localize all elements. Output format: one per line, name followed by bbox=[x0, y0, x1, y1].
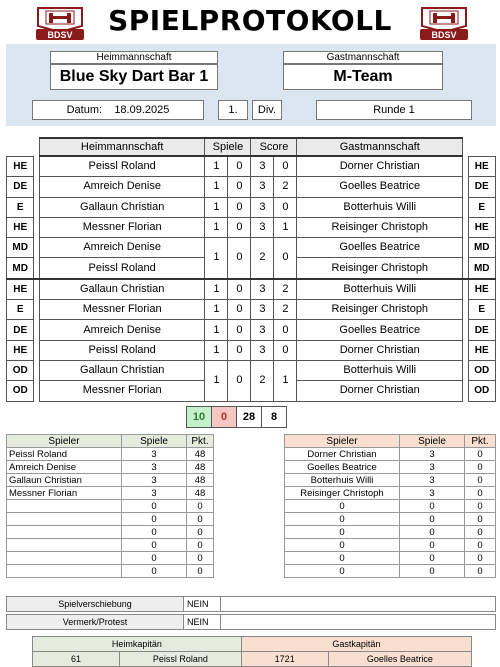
guest-player: Botterhuis Willi bbox=[297, 197, 463, 217]
stats-row bbox=[285, 513, 496, 526]
stats-games: 0 bbox=[122, 552, 187, 565]
stats-player bbox=[7, 539, 122, 552]
score-home: 3 bbox=[251, 320, 274, 340]
stats-points: 0 bbox=[187, 552, 214, 565]
stats-player: 0 bbox=[285, 500, 400, 513]
stats-row bbox=[285, 461, 496, 474]
match-type-guest: MD bbox=[468, 238, 496, 258]
spiele-home: 1 bbox=[205, 360, 228, 401]
score-guest: 0 bbox=[274, 156, 297, 177]
spiele-guest: 0 bbox=[228, 360, 251, 401]
stats-player: 0 bbox=[285, 526, 400, 539]
guest-player: Dorner Christian bbox=[297, 156, 463, 177]
score-guest: 2 bbox=[274, 300, 297, 320]
stats-points: 0 bbox=[465, 448, 496, 461]
stats-row bbox=[285, 448, 496, 461]
guest-player: Goelles Beatrice bbox=[297, 238, 463, 258]
spiele-guest: 0 bbox=[228, 279, 251, 300]
score-home: 3 bbox=[251, 217, 274, 237]
stats-games: 3 bbox=[400, 461, 465, 474]
match-type-home: MD bbox=[7, 238, 34, 258]
match-type-guest: HE bbox=[468, 156, 496, 177]
guest-stats-table bbox=[284, 434, 496, 578]
stats-row bbox=[285, 565, 496, 578]
stats-points: 0 bbox=[187, 565, 214, 578]
match-header-row bbox=[7, 138, 496, 156]
stats-points: 0 bbox=[465, 526, 496, 539]
match-type-home: DE bbox=[7, 177, 34, 197]
stats-points: 0 bbox=[465, 513, 496, 526]
score-guest: 1 bbox=[274, 217, 297, 237]
stats-games: 0 bbox=[400, 565, 465, 578]
guest-team-name: M-Team bbox=[283, 64, 443, 90]
guest-player: Dorner Christian bbox=[297, 381, 463, 401]
match-row bbox=[7, 238, 496, 258]
match-row bbox=[7, 300, 496, 320]
match-type-home: OD bbox=[7, 360, 34, 380]
verschiebung-notes bbox=[221, 597, 496, 612]
match-row bbox=[7, 340, 496, 360]
logo-text: BDSV bbox=[431, 30, 457, 40]
guest-player: Reisinger Christoph bbox=[297, 258, 463, 279]
match-type-guest: E bbox=[468, 197, 496, 217]
stats-player bbox=[7, 565, 122, 578]
match-type-home: MD bbox=[7, 258, 34, 279]
home-captain-number: 61 bbox=[33, 652, 120, 667]
spiele-home: 1 bbox=[205, 238, 228, 279]
date-label: Datum: bbox=[66, 104, 103, 116]
spiele-guest: 0 bbox=[228, 320, 251, 340]
stats-games: 3 bbox=[400, 487, 465, 500]
match-row bbox=[7, 360, 496, 380]
stats-player: Amreich Denise bbox=[7, 461, 122, 474]
round-label: Runde 1 bbox=[316, 100, 472, 120]
date-box bbox=[32, 100, 204, 120]
guest-player: Dorner Christian bbox=[297, 340, 463, 360]
home-player: Gallaun Christian bbox=[39, 279, 205, 300]
home-player: Peissl Roland bbox=[39, 258, 205, 279]
guest-player: Reisinger Christoph bbox=[297, 300, 463, 320]
guest-captain-name: Goelles Beatrice bbox=[328, 652, 471, 667]
stats-games: 0 bbox=[400, 539, 465, 552]
stats-player: 0 bbox=[285, 552, 400, 565]
match-type-guest: HE bbox=[468, 217, 496, 237]
stats-row bbox=[285, 487, 496, 500]
score-guest: 0 bbox=[274, 238, 297, 279]
spiele-guest: 0 bbox=[228, 238, 251, 279]
stats-points: 48 bbox=[187, 487, 214, 500]
home-player: Messner Florian bbox=[39, 381, 205, 401]
stats-row bbox=[7, 500, 214, 513]
score-home: 2 bbox=[251, 360, 274, 401]
stats-row bbox=[7, 526, 214, 539]
score-home: 3 bbox=[251, 279, 274, 300]
spiele-guest: 0 bbox=[228, 300, 251, 320]
match-type-home: DE bbox=[7, 320, 34, 340]
stats-games: 3 bbox=[122, 461, 187, 474]
score-guest: 2 bbox=[274, 279, 297, 300]
guest-stats-col-pkt: Pkt. bbox=[465, 435, 496, 448]
total-score-guest: 8 bbox=[262, 407, 287, 428]
score-guest: 1 bbox=[274, 360, 297, 401]
stats-points: 0 bbox=[465, 474, 496, 487]
stats-player: 0 bbox=[285, 513, 400, 526]
score-home: 2 bbox=[251, 238, 274, 279]
spiele-guest: 0 bbox=[228, 217, 251, 237]
match-type-guest: OD bbox=[468, 360, 496, 380]
total-spiele-guest: 0 bbox=[212, 407, 237, 428]
stats-row bbox=[7, 487, 214, 500]
verschiebung-value: NEIN bbox=[184, 597, 221, 612]
guest-captain-number: 1721 bbox=[241, 652, 328, 667]
match-table bbox=[6, 137, 496, 402]
score-home: 3 bbox=[251, 177, 274, 197]
spiele-home: 1 bbox=[205, 340, 228, 360]
score-guest: 0 bbox=[274, 320, 297, 340]
verschiebung-row bbox=[6, 596, 496, 612]
protest-row bbox=[6, 614, 496, 630]
home-player: Peissl Roland bbox=[39, 340, 205, 360]
home-player: Amreich Denise bbox=[39, 177, 205, 197]
match-row bbox=[7, 197, 496, 217]
total-spiele-home: 10 bbox=[187, 407, 212, 428]
stats-points: 0 bbox=[465, 461, 496, 474]
home-player: Amreich Denise bbox=[39, 320, 205, 340]
guest-stats-col-spiele: Spiele bbox=[400, 435, 465, 448]
stats-games: 3 bbox=[122, 448, 187, 461]
match-row bbox=[7, 279, 496, 300]
match-type-guest: HE bbox=[468, 279, 496, 300]
home-stats-body bbox=[7, 448, 214, 578]
header-spacer bbox=[7, 138, 34, 156]
protest-label: Vermerk/Protest bbox=[7, 615, 184, 630]
guest-stats-body bbox=[285, 448, 496, 578]
page-title: SPIELPROTOKOLL bbox=[108, 4, 392, 37]
spiele-home: 1 bbox=[205, 156, 228, 177]
stats-points: 0 bbox=[187, 526, 214, 539]
spiele-home: 1 bbox=[205, 197, 228, 217]
match-row bbox=[7, 320, 496, 340]
score-home: 3 bbox=[251, 300, 274, 320]
match-type-guest: DE bbox=[468, 320, 496, 340]
stats-player: 0 bbox=[285, 565, 400, 578]
stats-points: 48 bbox=[187, 474, 214, 487]
match-type-home: HE bbox=[7, 217, 34, 237]
stats-row bbox=[285, 552, 496, 565]
stats-player bbox=[7, 552, 122, 565]
stats-points: 0 bbox=[465, 487, 496, 500]
stats-games: 0 bbox=[122, 565, 187, 578]
home-team-label: Heimmannschaft bbox=[50, 51, 218, 64]
spiele-guest: 0 bbox=[228, 177, 251, 197]
match-row bbox=[7, 156, 496, 177]
total-score-home: 28 bbox=[237, 407, 262, 428]
home-stats-col-spiele: Spiele bbox=[122, 435, 187, 448]
home-player: Gallaun Christian bbox=[39, 197, 205, 217]
stats-player: 0 bbox=[285, 539, 400, 552]
home-stats-col-spieler: Spieler bbox=[7, 435, 122, 448]
stats-games: 0 bbox=[400, 500, 465, 513]
guest-captain-label: Gastkapitän bbox=[241, 637, 471, 652]
home-stats-col-pkt: Pkt. bbox=[187, 435, 214, 448]
stats-player: Peissl Roland bbox=[7, 448, 122, 461]
division-label: Div. bbox=[252, 100, 282, 120]
stats-games: 0 bbox=[400, 526, 465, 539]
match-body bbox=[7, 156, 496, 401]
spiele-home: 1 bbox=[205, 300, 228, 320]
match-type-home: HE bbox=[7, 340, 34, 360]
stats-player bbox=[7, 513, 122, 526]
guest-player: Goelles Beatrice bbox=[297, 320, 463, 340]
stats-points: 48 bbox=[187, 461, 214, 474]
totals-table bbox=[186, 406, 287, 428]
match-type-home: HE bbox=[7, 156, 34, 177]
match-type-guest: E bbox=[468, 300, 496, 320]
spiele-guest: 0 bbox=[228, 156, 251, 177]
home-player: Gallaun Christian bbox=[39, 360, 205, 380]
logo-text: BDSV bbox=[47, 30, 73, 40]
spiele-home: 1 bbox=[205, 217, 228, 237]
stats-row bbox=[285, 500, 496, 513]
header-guest: Gastmannschaft bbox=[297, 138, 463, 156]
stats-points: 0 bbox=[465, 539, 496, 552]
stats-player: Dorner Christian bbox=[285, 448, 400, 461]
stats-points: 0 bbox=[187, 513, 214, 526]
home-team-name: Blue Sky Dart Bar 1 bbox=[50, 64, 218, 90]
header-spiele: Spiele bbox=[205, 138, 251, 156]
home-captain-label: Heimkapitän bbox=[33, 637, 242, 652]
home-player: Amreich Denise bbox=[39, 238, 205, 258]
home-captain-name: Peissl Roland bbox=[120, 652, 242, 667]
stats-games: 3 bbox=[400, 474, 465, 487]
home-player: Messner Florian bbox=[39, 217, 205, 237]
spiele-home: 1 bbox=[205, 177, 228, 197]
stats-row bbox=[7, 461, 214, 474]
home-player: Peissl Roland bbox=[39, 156, 205, 177]
match-type-home: E bbox=[7, 197, 34, 217]
stats-games: 3 bbox=[122, 474, 187, 487]
score-home: 3 bbox=[251, 197, 274, 217]
stats-points: 0 bbox=[187, 539, 214, 552]
stats-points: 0 bbox=[187, 500, 214, 513]
guest-player: Botterhuis Willi bbox=[297, 279, 463, 300]
match-type-guest: HE bbox=[468, 340, 496, 360]
guest-player: Reisinger Christoph bbox=[297, 217, 463, 237]
date-value: 18.09.2025 bbox=[114, 104, 170, 116]
stats-player bbox=[7, 500, 122, 513]
home-player: Messner Florian bbox=[39, 300, 205, 320]
guest-team-label: Gastmannschaft bbox=[283, 51, 443, 64]
score-guest: 0 bbox=[274, 340, 297, 360]
captains-table bbox=[32, 636, 472, 667]
home-stats-table bbox=[6, 434, 214, 578]
guest-stats-col-spieler: Spieler bbox=[285, 435, 400, 448]
stats-row bbox=[7, 539, 214, 552]
match-type-guest: DE bbox=[468, 177, 496, 197]
match-row bbox=[7, 217, 496, 237]
match-row bbox=[7, 177, 496, 197]
score-guest: 2 bbox=[274, 177, 297, 197]
stats-row bbox=[7, 565, 214, 578]
stats-row bbox=[285, 539, 496, 552]
stats-games: 3 bbox=[122, 487, 187, 500]
stats-games: 0 bbox=[122, 513, 187, 526]
stats-player: Goelles Beatrice bbox=[285, 461, 400, 474]
stats-points: 48 bbox=[187, 448, 214, 461]
verschiebung-label: Spielverschiebung bbox=[7, 597, 184, 612]
stats-row bbox=[285, 526, 496, 539]
stats-games: 0 bbox=[122, 539, 187, 552]
stats-games: 0 bbox=[400, 513, 465, 526]
match-type-guest: OD bbox=[468, 381, 496, 401]
header-home: Heimmannschaft bbox=[39, 138, 205, 156]
stats-games: 0 bbox=[122, 500, 187, 513]
stats-player: Reisinger Christoph bbox=[285, 487, 400, 500]
match-type-home: E bbox=[7, 300, 34, 320]
stats-player: Botterhuis Willi bbox=[285, 474, 400, 487]
stats-row bbox=[7, 552, 214, 565]
spiele-guest: 0 bbox=[228, 340, 251, 360]
protest-notes bbox=[221, 615, 496, 630]
spiele-guest: 0 bbox=[228, 197, 251, 217]
score-home: 3 bbox=[251, 156, 274, 177]
stats-games: 0 bbox=[400, 552, 465, 565]
protest-value: NEIN bbox=[184, 615, 221, 630]
spiele-home: 1 bbox=[205, 279, 228, 300]
guest-player: Botterhuis Willi bbox=[297, 360, 463, 380]
stats-points: 0 bbox=[465, 552, 496, 565]
stats-games: 3 bbox=[400, 448, 465, 461]
match-type-guest: MD bbox=[468, 258, 496, 279]
stats-points: 0 bbox=[465, 500, 496, 513]
score-home: 3 bbox=[251, 340, 274, 360]
stats-games: 0 bbox=[122, 526, 187, 539]
stats-row bbox=[285, 474, 496, 487]
stats-row bbox=[7, 448, 214, 461]
stats-player: Messner Florian bbox=[7, 487, 122, 500]
stats-player bbox=[7, 526, 122, 539]
match-type-home: HE bbox=[7, 279, 34, 300]
stats-points: 0 bbox=[465, 565, 496, 578]
stats-player: Gallaun Christian bbox=[7, 474, 122, 487]
score-guest: 0 bbox=[274, 197, 297, 217]
stats-row bbox=[7, 474, 214, 487]
header-spacer bbox=[468, 138, 496, 156]
spiele-home: 1 bbox=[205, 320, 228, 340]
division-number: 1. bbox=[218, 100, 248, 120]
header-score: Score bbox=[251, 138, 297, 156]
stats-row bbox=[7, 513, 214, 526]
guest-player: Goelles Beatrice bbox=[297, 177, 463, 197]
match-type-home: OD bbox=[7, 381, 34, 401]
